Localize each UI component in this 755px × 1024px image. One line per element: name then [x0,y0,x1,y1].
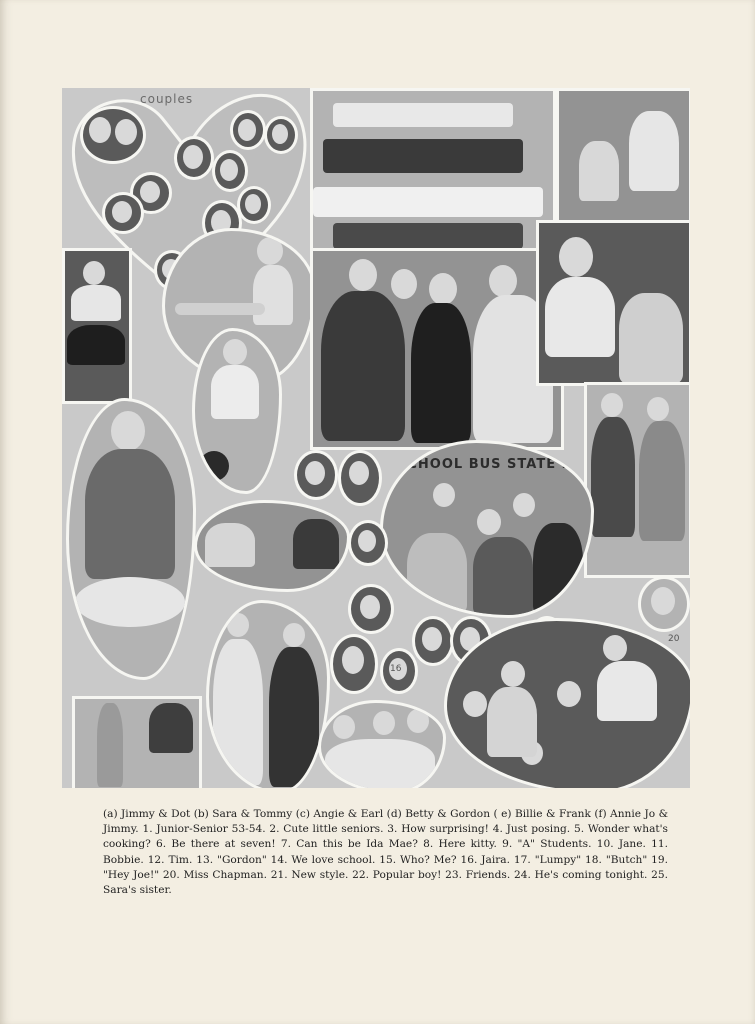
portrait-small [330,634,378,694]
portrait-small [212,150,248,192]
portrait-small [230,110,266,150]
portrait-small [412,616,454,666]
picnic-photo [194,500,350,592]
bus-sign: SCHOOL BUS STATE LA [397,457,582,472]
girl-at-table-photo [536,220,690,386]
portrait-small [348,584,394,634]
two-girls-photo [584,382,690,578]
school-bus-group-photo [380,440,594,618]
handwritten-number: 20 [668,634,680,644]
dancing-girl-photo [66,398,196,680]
legs-photo [72,696,202,788]
lawn-photo [556,88,690,226]
four-boys-photo [310,248,564,450]
couple-a-photo [80,106,146,164]
portrait-small [174,136,214,180]
friends-photo [318,700,446,788]
portrait-small [102,192,144,234]
portrait-small [338,450,382,506]
two-boys-photo [206,600,330,788]
portrait-small [294,450,338,500]
portrait-small [348,520,388,566]
handwritten-number: 16 [390,664,402,674]
portrait-small [264,116,298,154]
photo-collage [62,88,690,788]
portrait-small [638,576,690,632]
banquet-photo [310,88,556,258]
heart-label: couples [140,92,194,106]
classroom-group-photo [444,618,690,788]
portrait-small [237,186,271,224]
photo-caption: (a) Jimmy & Dot (b) Sara & Tommy (c) Angie & Earl (d) Betty & Gordon ( e) Billie & Frank (f) Annie Jo & Jimmy. 1. Junior-Senior 53-54. 2. Cute little seniors. 3. How surprising! 4. Just posing. 5. Wonder what's cooking? 6. Be there at seven! 7. Can this be Ida Mae? 8. Here kitty. 9. "A" Students. 10. Jane. 11. Bobbie. 12. Tim. 13. "Gordon" 14. We love school. 15. Who? Me? 16. Jaira. 17. "Lumpy" 18. "Butch" 19. "Hey Joe!" 20. Miss Chapman. 21. New style. 22. Popular boy! 23. Friends. 24. He's coming tonight. 25. Sara's sister. [103,808,668,897]
little-girl-photo [192,328,282,494]
girl-reading-photo [62,248,132,404]
